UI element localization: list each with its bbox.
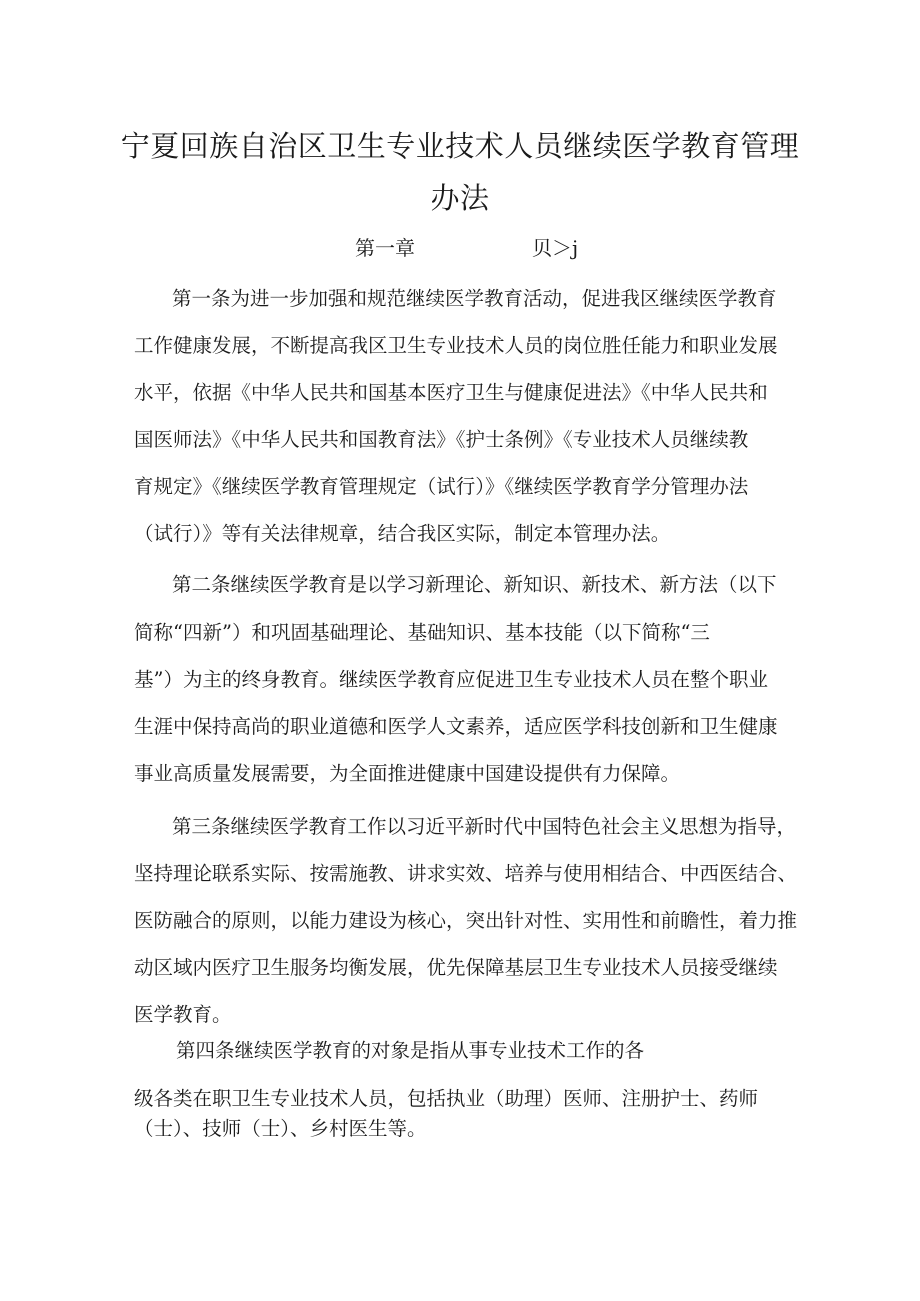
article-3-line: 动区域内医疗卫生服务均衡发展，优先保障基层卫生专业技术人员接受继续 — [134, 956, 778, 979]
document-title-line-1: 宁夏回族自治区卫生专业技术人员继续医学教育管理 — [120, 129, 800, 163]
article-3-line: 医防融合的原则，以能力建设为核心，突出针对性、实用性和前瞻性，着力推 — [134, 909, 798, 932]
article-1-line: 国医师法》《中华人民共和国教育法》《护士条例》《专业技术人员继续教 — [134, 428, 749, 451]
article-3-line: 第三条继续医学教育工作以习近平新时代中国特色社会主义思想为指导， — [172, 815, 797, 838]
article-1-line: 育规定》《继续医学教育管理规定（试行）》《继续医学教育学分管理办法 — [134, 475, 749, 498]
article-1-line: 工作健康发展，不断提高我区卫生专业技术人员的岗位胜任能力和职业发展 — [134, 334, 778, 357]
article-4-line: 级各类在职卫生专业技术人员，包括执业（助理）医师、注册护士、药师 — [134, 1087, 759, 1110]
article-2-line: 简称“四新”）和巩固基础理论、基础知识、基本技能（以下简称“三 — [134, 621, 710, 644]
article-2-line: 事业高质量发展需要，为全面推进健康中国建设提供有力保障。 — [134, 762, 681, 785]
article-2-line: 第二条继续医学教育是以学习新理论、新知识、新技术、新方法（以下 — [172, 573, 777, 596]
article-1-line: 水平，依据《中华人民共和国基本医疗卫生与健康促进法》《中华人民共和 — [134, 381, 768, 404]
document-title-line-2: 办法 — [430, 181, 490, 215]
chapter-number: 第一章 — [355, 236, 415, 260]
article-2-line: 基”）为主的终身教育。继续医学教育应促进卫生专业技术人员在整个职业 — [134, 668, 768, 691]
article-2-line: 生涯中保持高尚的职业道德和医学人文素养，适应医学科技创新和卫生健康 — [134, 715, 778, 738]
article-3-line: 坚持理论联系实际、按需施教、讲求实效、培养与使用相结合、中西医结合、 — [134, 862, 798, 885]
chapter-name: 贝＞j — [532, 236, 579, 260]
article-1-line: 第一条为进一步加强和规范继续医学教育活动，促进我区继续医学教育 — [172, 287, 777, 310]
article-3-line: 医学教育。 — [134, 1003, 232, 1026]
article-4-line: （士）、技师（士）、乡村医生等。 — [134, 1117, 427, 1140]
article-4-line: 第四条继续医学教育的对象是指从事专业技术工作的各 — [176, 1039, 645, 1062]
article-1-line: （试行）》等有关法律规章，结合我区实际，制定本管理办法。 — [134, 522, 671, 545]
